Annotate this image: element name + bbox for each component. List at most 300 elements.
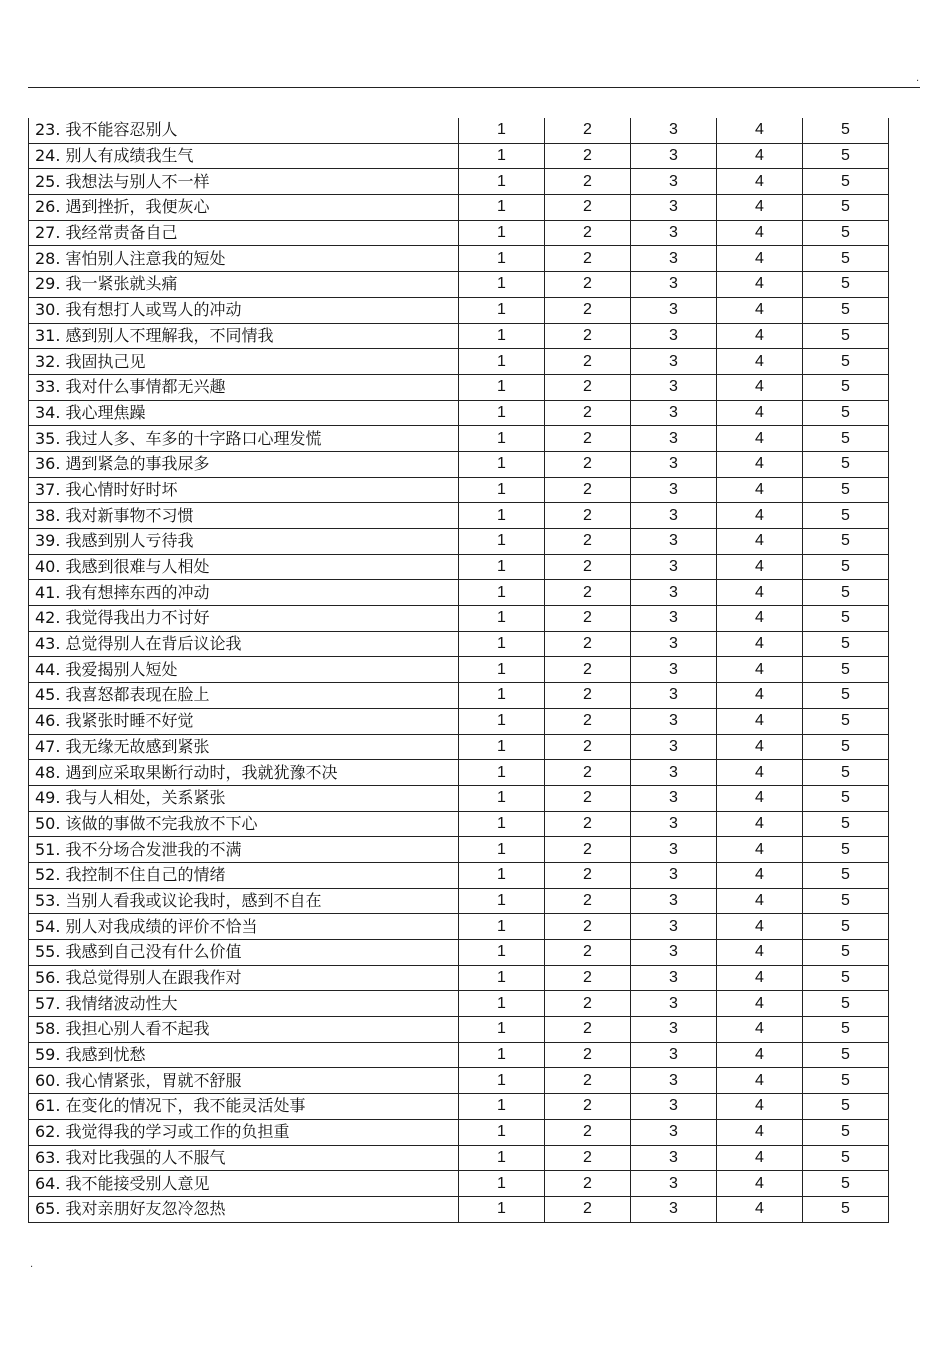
rating-option-1[interactable]: 1: [459, 811, 545, 837]
rating-option-2[interactable]: 2: [545, 708, 631, 734]
rating-option-2[interactable]: 2: [545, 477, 631, 503]
rating-option-1[interactable]: 1: [459, 606, 545, 632]
table-row: [29, 118, 889, 143]
item-text: 56. 我总觉得别人在跟我作对: [29, 965, 459, 991]
rating-option-5[interactable]: 5: [803, 1171, 889, 1197]
rating-option-2[interactable]: 2: [545, 1042, 631, 1068]
rating-option-5[interactable]: 5: [803, 118, 889, 143]
rating-option-3[interactable]: 3: [631, 195, 717, 221]
item-text: 41. 我有想摔东西的冲动: [29, 580, 459, 606]
rating-option-5[interactable]: 5: [803, 529, 889, 555]
rating-option-5[interactable]: 5: [803, 426, 889, 452]
rating-option-1[interactable]: 1: [459, 426, 545, 452]
item-text: 65. 我对亲朋好友忽冷忽热: [29, 1196, 459, 1222]
rating-option-3[interactable]: 3: [631, 1196, 717, 1222]
rating-option-4[interactable]: 4: [717, 323, 803, 349]
rating-option-2[interactable]: 2: [545, 683, 631, 709]
table-row: [29, 297, 889, 323]
rating-option-4[interactable]: 4: [717, 143, 803, 169]
item-text: 29. 我一紧张就头痛: [29, 272, 459, 298]
item-text: 59. 我感到忧愁: [29, 1042, 459, 1068]
rating-option-2[interactable]: 2: [545, 1145, 631, 1171]
header-mark: .: [916, 73, 920, 84]
table-row: [29, 349, 889, 375]
table-row: [29, 1042, 889, 1068]
rating-option-4[interactable]: 4: [717, 195, 803, 221]
rating-option-5[interactable]: 5: [803, 991, 889, 1017]
table-row: [29, 837, 889, 863]
rating-option-5[interactable]: 5: [803, 862, 889, 888]
item-text: 43. 总觉得别人在背后议论我: [29, 631, 459, 657]
rating-option-5[interactable]: 5: [803, 451, 889, 477]
rating-option-4[interactable]: 4: [717, 965, 803, 991]
item-text: 36. 遇到紧急的事我尿多: [29, 451, 459, 477]
table-row: [29, 940, 889, 966]
rating-option-4[interactable]: 4: [717, 426, 803, 452]
rating-option-2[interactable]: 2: [545, 118, 631, 143]
rating-option-4[interactable]: 4: [717, 657, 803, 683]
rating-option-5[interactable]: 5: [803, 349, 889, 375]
rating-option-5[interactable]: 5: [803, 1119, 889, 1145]
rating-option-5[interactable]: 5: [803, 1145, 889, 1171]
table-row: [29, 246, 889, 272]
table-row: [29, 1017, 889, 1043]
rating-option-2[interactable]: 2: [545, 143, 631, 169]
table-row: [29, 374, 889, 400]
rating-option-4[interactable]: 4: [717, 811, 803, 837]
table-row: [29, 888, 889, 914]
item-text: 49. 我与人相处，关系紧张: [29, 785, 459, 811]
table-row: [29, 323, 889, 349]
item-text: 27. 我经常责备自己: [29, 220, 459, 246]
table-row: [29, 554, 889, 580]
questionnaire-body: [29, 118, 889, 1222]
rating-option-2[interactable]: 2: [545, 837, 631, 863]
rating-option-1[interactable]: 1: [459, 683, 545, 709]
rating-option-1[interactable]: 1: [459, 1196, 545, 1222]
rating-option-5[interactable]: 5: [803, 965, 889, 991]
rating-option-3[interactable]: 3: [631, 965, 717, 991]
rating-option-2[interactable]: 2: [545, 169, 631, 195]
rating-option-2[interactable]: 2: [545, 940, 631, 966]
rating-option-1[interactable]: 1: [459, 349, 545, 375]
rating-option-2[interactable]: 2: [545, 323, 631, 349]
rating-option-2[interactable]: 2: [545, 965, 631, 991]
rating-option-3[interactable]: 3: [631, 554, 717, 580]
rating-option-3[interactable]: 3: [631, 683, 717, 709]
rating-option-2[interactable]: 2: [545, 811, 631, 837]
item-text: 42. 我觉得我出力不讨好: [29, 606, 459, 632]
item-text: 38. 我对新事物不习惯: [29, 503, 459, 529]
rating-option-4[interactable]: 4: [717, 1068, 803, 1094]
rating-option-1[interactable]: 1: [459, 1119, 545, 1145]
rating-option-1[interactable]: 1: [459, 220, 545, 246]
rating-option-2[interactable]: 2: [545, 1068, 631, 1094]
rating-option-1[interactable]: 1: [459, 1068, 545, 1094]
item-text: 54. 别人对我成绩的评价不恰当: [29, 914, 459, 940]
rating-option-5[interactable]: 5: [803, 940, 889, 966]
rating-option-3[interactable]: 3: [631, 1094, 717, 1120]
rating-option-1[interactable]: 1: [459, 708, 545, 734]
rating-option-1[interactable]: 1: [459, 374, 545, 400]
item-text: 62. 我觉得我的学习或工作的负担重: [29, 1119, 459, 1145]
rating-option-3[interactable]: 3: [631, 503, 717, 529]
item-text: 31. 感到别人不理解我，不同情我: [29, 323, 459, 349]
rating-option-2[interactable]: 2: [545, 1094, 631, 1120]
item-text: 25. 我想法与别人不一样: [29, 169, 459, 195]
rating-option-4[interactable]: 4: [717, 349, 803, 375]
rating-option-1[interactable]: 1: [459, 631, 545, 657]
rating-option-2[interactable]: 2: [545, 349, 631, 375]
rating-option-3[interactable]: 3: [631, 734, 717, 760]
rating-option-3[interactable]: 3: [631, 914, 717, 940]
rating-option-2[interactable]: 2: [545, 554, 631, 580]
rating-option-2[interactable]: 2: [545, 451, 631, 477]
rating-option-2[interactable]: 2: [545, 1171, 631, 1197]
rating-option-1[interactable]: 1: [459, 657, 545, 683]
item-text: 58. 我担心别人看不起我: [29, 1017, 459, 1043]
rating-option-3[interactable]: 3: [631, 1145, 717, 1171]
item-text: 33. 我对什么事情都无兴趣: [29, 374, 459, 400]
rating-option-1[interactable]: 1: [459, 477, 545, 503]
rating-option-2[interactable]: 2: [545, 888, 631, 914]
rating-option-1[interactable]: 1: [459, 400, 545, 426]
item-text: 39. 我感到别人亏待我: [29, 529, 459, 555]
rating-option-4[interactable]: 4: [717, 169, 803, 195]
rating-option-4[interactable]: 4: [717, 862, 803, 888]
table-row: [29, 914, 889, 940]
item-text: 26. 遇到挫折，我便灰心: [29, 195, 459, 221]
rating-option-4[interactable]: 4: [717, 1017, 803, 1043]
rating-option-5[interactable]: 5: [803, 1017, 889, 1043]
rating-option-1[interactable]: 1: [459, 991, 545, 1017]
rating-option-4[interactable]: 4: [717, 272, 803, 298]
rating-option-5[interactable]: 5: [803, 785, 889, 811]
rating-option-2[interactable]: 2: [545, 400, 631, 426]
table-row: [29, 580, 889, 606]
rating-option-2[interactable]: 2: [545, 657, 631, 683]
item-text: 23. 我不能容忍别人: [29, 118, 459, 143]
rating-option-4[interactable]: 4: [717, 734, 803, 760]
rating-option-5[interactable]: 5: [803, 374, 889, 400]
item-text: 35. 我过人多、车多的十字路口心理发慌: [29, 426, 459, 452]
rating-option-2[interactable]: 2: [545, 503, 631, 529]
table-row: [29, 1145, 889, 1171]
item-text: 50. 该做的事做不完我放不下心: [29, 811, 459, 837]
rating-option-3[interactable]: 3: [631, 118, 717, 143]
rating-option-2[interactable]: 2: [545, 760, 631, 786]
rating-option-3[interactable]: 3: [631, 323, 717, 349]
rating-option-4[interactable]: 4: [717, 1094, 803, 1120]
rating-option-2[interactable]: 2: [545, 374, 631, 400]
rating-option-2[interactable]: 2: [545, 580, 631, 606]
rating-option-2[interactable]: 2: [545, 914, 631, 940]
rating-option-4[interactable]: 4: [717, 606, 803, 632]
table-row: [29, 169, 889, 195]
rating-option-3[interactable]: 3: [631, 246, 717, 272]
table-row: [29, 811, 889, 837]
rating-option-3[interactable]: 3: [631, 400, 717, 426]
rating-option-3[interactable]: 3: [631, 811, 717, 837]
rating-option-1[interactable]: 1: [459, 323, 545, 349]
table-row: [29, 785, 889, 811]
rating-option-5[interactable]: 5: [803, 297, 889, 323]
rating-option-4[interactable]: 4: [717, 708, 803, 734]
item-text: 63. 我对比我强的人不服气: [29, 1145, 459, 1171]
table-row: [29, 708, 889, 734]
rating-option-5[interactable]: 5: [803, 683, 889, 709]
rating-option-4[interactable]: 4: [717, 297, 803, 323]
rating-option-2[interactable]: 2: [545, 246, 631, 272]
rating-option-4[interactable]: 4: [717, 118, 803, 143]
rating-option-2[interactable]: 2: [545, 529, 631, 555]
table-row: [29, 734, 889, 760]
rating-option-5[interactable]: 5: [803, 195, 889, 221]
rating-option-4[interactable]: 4: [717, 529, 803, 555]
rating-option-2[interactable]: 2: [545, 272, 631, 298]
rating-option-1[interactable]: 1: [459, 1145, 545, 1171]
rating-option-1[interactable]: 1: [459, 195, 545, 221]
rating-option-3[interactable]: 3: [631, 272, 717, 298]
item-text: 30. 我有想打人或骂人的冲动: [29, 297, 459, 323]
rating-option-5[interactable]: 5: [803, 554, 889, 580]
rating-option-3[interactable]: 3: [631, 862, 717, 888]
rating-option-5[interactable]: 5: [803, 477, 889, 503]
rating-option-1[interactable]: 1: [459, 734, 545, 760]
table-row: [29, 631, 889, 657]
rating-option-1[interactable]: 1: [459, 451, 545, 477]
table-row: [29, 426, 889, 452]
rating-option-3[interactable]: 3: [631, 940, 717, 966]
rating-option-2[interactable]: 2: [545, 1017, 631, 1043]
rating-option-1[interactable]: 1: [459, 940, 545, 966]
rating-option-1[interactable]: 1: [459, 1171, 545, 1197]
table-row: [29, 760, 889, 786]
rating-option-2[interactable]: 2: [545, 991, 631, 1017]
rating-option-4[interactable]: 4: [717, 1119, 803, 1145]
rating-option-5[interactable]: 5: [803, 272, 889, 298]
rating-option-2[interactable]: 2: [545, 606, 631, 632]
rating-option-4[interactable]: 4: [717, 1196, 803, 1222]
rating-option-1[interactable]: 1: [459, 1042, 545, 1068]
rating-option-3[interactable]: 3: [631, 708, 717, 734]
table-row: [29, 606, 889, 632]
rating-option-3[interactable]: 3: [631, 631, 717, 657]
rating-option-5[interactable]: 5: [803, 1196, 889, 1222]
rating-option-5[interactable]: 5: [803, 734, 889, 760]
rating-option-1[interactable]: 1: [459, 1094, 545, 1120]
rating-option-1[interactable]: 1: [459, 169, 545, 195]
table-row: [29, 477, 889, 503]
table-row: [29, 862, 889, 888]
rating-option-4[interactable]: 4: [717, 477, 803, 503]
rating-option-2[interactable]: 2: [545, 1196, 631, 1222]
item-text: 34. 我心理焦躁: [29, 400, 459, 426]
table-row: [29, 1119, 889, 1145]
rating-option-1[interactable]: 1: [459, 1017, 545, 1043]
rating-option-2[interactable]: 2: [545, 785, 631, 811]
item-text: 24. 别人有成绩我生气: [29, 143, 459, 169]
rating-option-4[interactable]: 4: [717, 1042, 803, 1068]
rating-option-5[interactable]: 5: [803, 1094, 889, 1120]
rating-option-5[interactable]: 5: [803, 606, 889, 632]
item-text: 61. 在变化的情况下，我不能灵活处事: [29, 1094, 459, 1120]
rating-option-5[interactable]: 5: [803, 169, 889, 195]
rating-option-3[interactable]: 3: [631, 785, 717, 811]
item-text: 28. 害怕别人注意我的短处: [29, 246, 459, 272]
rating-option-4[interactable]: 4: [717, 760, 803, 786]
rating-option-5[interactable]: 5: [803, 246, 889, 272]
rating-option-2[interactable]: 2: [545, 631, 631, 657]
rating-option-4[interactable]: 4: [717, 940, 803, 966]
rating-option-4[interactable]: 4: [717, 991, 803, 1017]
item-text: 48. 遇到应采取果断行动时，我就犹豫不决: [29, 760, 459, 786]
rating-option-4[interactable]: 4: [717, 503, 803, 529]
item-text: 47. 我无缘无故感到紧张: [29, 734, 459, 760]
rating-option-3[interactable]: 3: [631, 991, 717, 1017]
rating-option-1[interactable]: 1: [459, 785, 545, 811]
rating-option-3[interactable]: 3: [631, 477, 717, 503]
rating-option-4[interactable]: 4: [717, 785, 803, 811]
table-row: [29, 195, 889, 221]
rating-option-3[interactable]: 3: [631, 349, 717, 375]
rating-option-4[interactable]: 4: [717, 580, 803, 606]
rating-option-4[interactable]: 4: [717, 1145, 803, 1171]
rating-option-1[interactable]: 1: [459, 888, 545, 914]
rating-option-5[interactable]: 5: [803, 888, 889, 914]
rating-option-4[interactable]: 4: [717, 400, 803, 426]
rating-option-5[interactable]: 5: [803, 1042, 889, 1068]
rating-option-5[interactable]: 5: [803, 811, 889, 837]
rating-option-1[interactable]: 1: [459, 297, 545, 323]
rating-option-1[interactable]: 1: [459, 862, 545, 888]
rating-option-4[interactable]: 4: [717, 220, 803, 246]
rating-option-3[interactable]: 3: [631, 374, 717, 400]
rating-option-3[interactable]: 3: [631, 1068, 717, 1094]
item-text: 45. 我喜怒都表现在脸上: [29, 683, 459, 709]
table-row: [29, 220, 889, 246]
rating-option-1[interactable]: 1: [459, 965, 545, 991]
rating-option-5[interactable]: 5: [803, 631, 889, 657]
rating-option-2[interactable]: 2: [545, 297, 631, 323]
table-row: [29, 1171, 889, 1197]
rating-option-2[interactable]: 2: [545, 862, 631, 888]
rating-option-5[interactable]: 5: [803, 323, 889, 349]
rating-option-5[interactable]: 5: [803, 1068, 889, 1094]
header-rule: [28, 87, 920, 88]
rating-option-3[interactable]: 3: [631, 1171, 717, 1197]
rating-option-3[interactable]: 3: [631, 837, 717, 863]
table-row: [29, 529, 889, 555]
rating-option-4[interactable]: 4: [717, 554, 803, 580]
rating-option-1[interactable]: 1: [459, 554, 545, 580]
rating-option-3[interactable]: 3: [631, 1017, 717, 1043]
rating-option-1[interactable]: 1: [459, 118, 545, 143]
rating-option-3[interactable]: 3: [631, 529, 717, 555]
rating-option-3[interactable]: 3: [631, 1119, 717, 1145]
rating-option-5[interactable]: 5: [803, 837, 889, 863]
rating-option-5[interactable]: 5: [803, 503, 889, 529]
rating-option-3[interactable]: 3: [631, 606, 717, 632]
rating-option-2[interactable]: 2: [545, 426, 631, 452]
rating-option-4[interactable]: 4: [717, 1171, 803, 1197]
rating-option-4[interactable]: 4: [717, 451, 803, 477]
rating-option-4[interactable]: 4: [717, 374, 803, 400]
rating-option-1[interactable]: 1: [459, 503, 545, 529]
item-text: 40. 我感到很难与人相处: [29, 554, 459, 580]
rating-option-2[interactable]: 2: [545, 1119, 631, 1145]
rating-option-4[interactable]: 4: [717, 246, 803, 272]
rating-option-1[interactable]: 1: [459, 529, 545, 555]
rating-option-3[interactable]: 3: [631, 297, 717, 323]
rating-option-3[interactable]: 3: [631, 426, 717, 452]
rating-option-5[interactable]: 5: [803, 914, 889, 940]
table-row: [29, 1068, 889, 1094]
rating-option-1[interactable]: 1: [459, 143, 545, 169]
questionnaire-table: [28, 118, 889, 1223]
rating-option-4[interactable]: 4: [717, 631, 803, 657]
rating-option-3[interactable]: 3: [631, 169, 717, 195]
rating-option-1[interactable]: 1: [459, 760, 545, 786]
item-text: 52. 我控制不住自己的情绪: [29, 862, 459, 888]
item-text: 51. 我不分场合发泄我的不满: [29, 837, 459, 863]
rating-option-3[interactable]: 3: [631, 760, 717, 786]
rating-option-2[interactable]: 2: [545, 734, 631, 760]
rating-option-5[interactable]: 5: [803, 760, 889, 786]
item-text: 46. 我紧张时睡不好觉: [29, 708, 459, 734]
rating-option-3[interactable]: 3: [631, 1042, 717, 1068]
rating-option-3[interactable]: 3: [631, 888, 717, 914]
item-text: 64. 我不能接受别人意见: [29, 1171, 459, 1197]
rating-option-4[interactable]: 4: [717, 888, 803, 914]
rating-option-1[interactable]: 1: [459, 837, 545, 863]
rating-option-4[interactable]: 4: [717, 683, 803, 709]
item-text: 44. 我爱揭别人短处: [29, 657, 459, 683]
item-text: 32. 我固执己见: [29, 349, 459, 375]
rating-option-3[interactable]: 3: [631, 143, 717, 169]
rating-option-3[interactable]: 3: [631, 657, 717, 683]
rating-option-5[interactable]: 5: [803, 657, 889, 683]
rating-option-3[interactable]: 3: [631, 580, 717, 606]
item-text: 57. 我情绪波动性大: [29, 991, 459, 1017]
rating-option-4[interactable]: 4: [717, 914, 803, 940]
item-text: 37. 我心情时好时坏: [29, 477, 459, 503]
rating-option-1[interactable]: 1: [459, 246, 545, 272]
footer-mark: .: [30, 1259, 34, 1270]
rating-option-5[interactable]: 5: [803, 400, 889, 426]
rating-option-5[interactable]: 5: [803, 708, 889, 734]
rating-option-1[interactable]: 1: [459, 580, 545, 606]
rating-option-5[interactable]: 5: [803, 220, 889, 246]
rating-option-3[interactable]: 3: [631, 220, 717, 246]
rating-option-1[interactable]: 1: [459, 272, 545, 298]
item-text: 60. 我心情紧张，胃就不舒服: [29, 1068, 459, 1094]
table-row: [29, 143, 889, 169]
table-row: [29, 683, 889, 709]
table-row: [29, 400, 889, 426]
rating-option-3[interactable]: 3: [631, 451, 717, 477]
rating-option-2[interactable]: 2: [545, 220, 631, 246]
item-text: 55. 我感到自己没有什么价值: [29, 940, 459, 966]
rating-option-5[interactable]: 5: [803, 143, 889, 169]
rating-option-2[interactable]: 2: [545, 195, 631, 221]
table-row: [29, 451, 889, 477]
rating-option-1[interactable]: 1: [459, 914, 545, 940]
table-row: [29, 991, 889, 1017]
rating-option-5[interactable]: 5: [803, 580, 889, 606]
item-text: 53. 当别人看我或议论我时，感到不自在: [29, 888, 459, 914]
rating-option-4[interactable]: 4: [717, 837, 803, 863]
